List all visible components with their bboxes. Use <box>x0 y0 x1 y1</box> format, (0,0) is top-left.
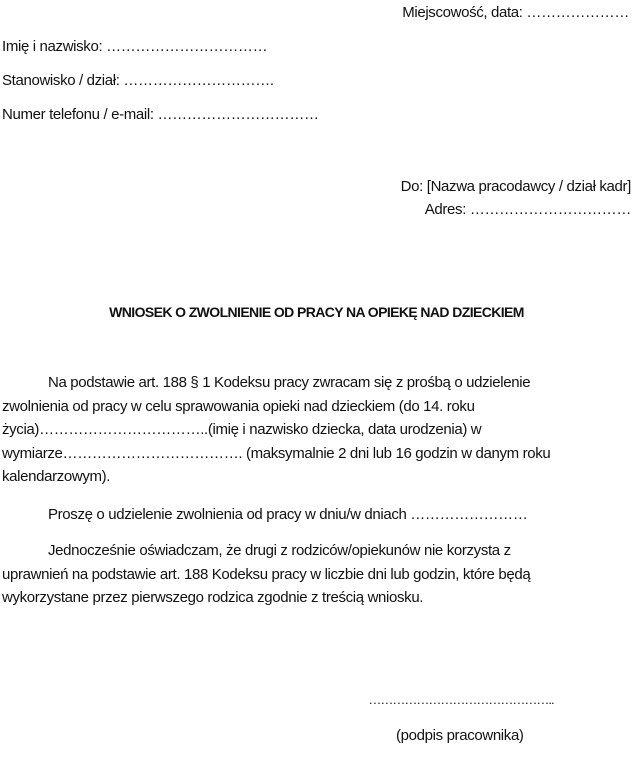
paragraph-line: kalendarzowym). <box>2 468 111 485</box>
employee-position-field: Stanowisko / dział: …………………………. <box>2 72 274 89</box>
paragraph-line: Jednocześnie oświadczam, że drugi z rodziców/opiekunów nie korzysta z <box>48 542 511 559</box>
paragraph-line: zwolnienia od pracy w celu sprawowania opieki nad dzieckiem (do 14. roku <box>2 397 475 415</box>
paragraph-line: wymiarze………………………………. (maksymalnie 2 dni lub 16 godzin w danym roku <box>2 444 551 462</box>
paragraph-declaration <box>2 539 632 610</box>
paragraph-request <box>2 371 632 489</box>
paragraph-line: Proszę o udzielenie zwolnienia od pracy w dniu/w dniach …………………… <box>48 506 528 523</box>
signature-line: ……………………………………….. <box>368 692 554 707</box>
paragraph-dates <box>2 503 632 527</box>
paragraph-line: uprawnień na podstawie art. 188 Kodeksu pracy w liczbie dni lub godzin, które będą <box>2 565 531 583</box>
paragraph-line: Na podstawie art. 188 § 1 Kodeksu pracy zwracam się z prośbą o udzielenie <box>48 374 531 391</box>
recipient-address: Adres: …………………………… <box>424 201 631 218</box>
paragraph-line: wykorzystane przez pierwszego rodzica zgodnie z treścią wniosku. <box>2 589 424 606</box>
recipient-to: Do: [Nazwa pracodawcy / dział kadr] <box>400 178 631 195</box>
employee-name-field: Imię i nazwisko: …………………………… <box>2 38 268 55</box>
paragraph-line: życia)……………………………..(imię i nazwisko dziecka, data urodzenia) w <box>2 421 482 438</box>
signature-label: (podpis pracownika) <box>396 727 524 744</box>
document-title: WNIOSEK O ZWOLNIENIE OD PRACY NA OPIEKĘ NAD DZIECKIEM <box>109 304 524 320</box>
employee-contact-field: Numer telefonu / e-mail: …………………………… <box>2 106 319 123</box>
place-date-field: Miejscowość, data: ………………… <box>402 4 629 21</box>
